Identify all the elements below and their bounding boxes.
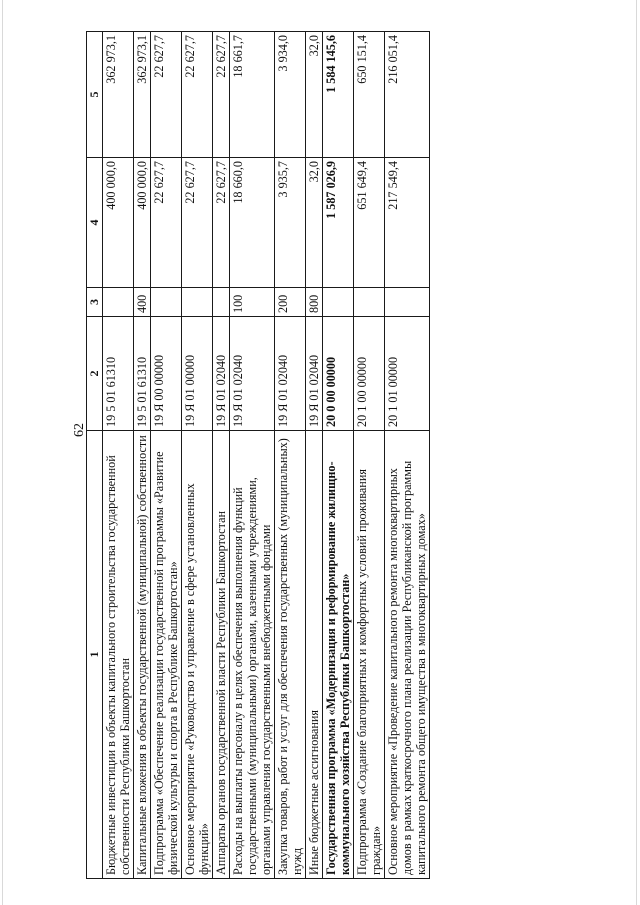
row-code-cell: 20 0 00 00000 xyxy=(323,317,354,431)
row-name-cell: Основное мероприятие «Проведение капитального ремонта многоквартирных домов в рамках краткосрочного плана реализации Республиканской программы капитального ремонта общего имущества в многоквартирных домах» xyxy=(385,431,430,879)
row-expense-type-cell xyxy=(323,288,354,317)
table-row xyxy=(323,32,354,879)
row-code-cell: 19 Я 01 02040 xyxy=(230,317,275,431)
table-row xyxy=(151,32,182,879)
table-row xyxy=(354,32,385,879)
row-expense-type-cell: 800 xyxy=(306,288,323,317)
row-amount-plan-cell: 22 627,7 xyxy=(182,158,213,288)
table-body xyxy=(103,32,430,879)
row-amount-actual-cell: 22 627,7 xyxy=(151,32,182,158)
row-amount-actual-cell: 362 973,1 xyxy=(134,32,151,158)
row-code-cell: 19 5 01 61310 xyxy=(134,317,151,431)
header-cell-5: 5 xyxy=(87,32,103,158)
row-amount-actual-cell: 216 051,4 xyxy=(385,32,430,158)
header-cell-1: 1 xyxy=(87,431,103,879)
row-amount-actual-cell: 3 934,0 xyxy=(275,32,306,158)
row-code-cell: 19 5 01 61310 xyxy=(103,317,134,431)
row-expense-type-cell xyxy=(103,288,134,317)
row-expense-type-cell: 200 xyxy=(275,288,306,317)
table-row xyxy=(182,32,213,879)
table-row xyxy=(230,32,275,879)
row-name-cell: Закупка товаров, работ и услуг для обеспечения государственных (муниципальных) нужд xyxy=(275,431,306,879)
budget-table xyxy=(86,31,430,879)
row-amount-plan-cell: 651 649,4 xyxy=(354,158,385,288)
row-code-cell: 19 Я 00 00000 xyxy=(151,317,182,431)
row-amount-actual-cell: 362 973,1 xyxy=(103,32,134,158)
row-amount-actual-cell: 650 151,4 xyxy=(354,32,385,158)
row-name-cell: Государственная программа «Модернизация и реформирование жилищно-коммунального хозяйства Республики Башкортостан» xyxy=(323,431,354,879)
row-amount-plan-cell: 400 000,0 xyxy=(134,158,151,288)
row-amount-actual-cell: 22 627,7 xyxy=(213,32,230,158)
table-row xyxy=(103,32,134,879)
table-row xyxy=(306,32,323,879)
row-amount-actual-cell: 22 627,7 xyxy=(182,32,213,158)
row-name-cell: Основное мероприятие «Руководство и управление в сфере установленных функций» xyxy=(182,431,213,879)
row-code-cell: 20 1 01 00000 xyxy=(385,317,430,431)
row-amount-plan-cell: 32,0 xyxy=(306,158,323,288)
scan-edge-right xyxy=(636,0,637,905)
row-name-cell: Расходы на выплаты персоналу в целях обеспечения выполнения функций государственными (муниципальными) органами, казенными учреждениями, органами управления государственными внебюджетными фондами xyxy=(230,431,275,879)
row-name-cell: Бюджетные инвестиции в объекты капитального строительства государственной собственности Республики Башкортостан xyxy=(103,431,134,879)
row-code-cell: 19 Я 01 02040 xyxy=(275,317,306,431)
header-cell-3: 3 xyxy=(87,288,103,317)
row-expense-type-cell xyxy=(354,288,385,317)
row-expense-type-cell: 100 xyxy=(230,288,275,317)
header-cell-4: 4 xyxy=(87,158,103,288)
row-expense-type-cell xyxy=(213,288,230,317)
row-expense-type-cell xyxy=(385,288,430,317)
row-amount-plan-cell: 1 587 026,9 xyxy=(323,158,354,288)
row-code-cell: 20 1 00 00000 xyxy=(354,317,385,431)
row-name-cell: Капитальные вложения в объекты государственной (муниципальной) собственности xyxy=(134,431,151,879)
scan-edge-left xyxy=(2,0,3,905)
row-amount-plan-cell: 22 627,7 xyxy=(213,158,230,288)
header-cell-2: 2 xyxy=(87,317,103,431)
row-amount-plan-cell: 217 549,4 xyxy=(385,158,430,288)
rotated-table-container xyxy=(86,32,522,879)
table-row xyxy=(385,32,430,879)
row-amount-plan-cell: 400 000,0 xyxy=(103,158,134,288)
row-name-cell: Иные бюджетные ассигнования xyxy=(306,431,323,879)
table-row xyxy=(213,32,230,879)
row-amount-actual-cell: 1 584 145,6 xyxy=(323,32,354,158)
page-number: 62 xyxy=(72,423,87,437)
row-code-cell: 19 Я 01 00000 xyxy=(182,317,213,431)
row-amount-plan-cell: 22 627,7 xyxy=(151,158,182,288)
header-row xyxy=(87,32,103,879)
table-row xyxy=(134,32,151,879)
row-expense-type-cell xyxy=(151,288,182,317)
row-amount-plan-cell: 18 660,0 xyxy=(230,158,275,288)
table-row xyxy=(275,32,306,879)
row-amount-actual-cell: 18 661,7 xyxy=(230,32,275,158)
row-code-cell: 19 Я 01 02040 xyxy=(306,317,323,431)
row-name-cell: Подпрограмма «Обеспечение реализации государственной программы «Развитие физической культуры и спорта в Республике Башкортостан» xyxy=(151,431,182,879)
row-expense-type-cell: 400 xyxy=(134,288,151,317)
row-name-cell: Аппараты органов государственной власти Республики Башкортостан xyxy=(213,431,230,879)
row-expense-type-cell xyxy=(182,288,213,317)
row-name-cell: Подпрограмма «Создание благоприятных и комфортных условий проживания граждан» xyxy=(354,431,385,879)
row-code-cell: 19 Я 01 02040 xyxy=(213,317,230,431)
row-amount-plan-cell: 3 935,7 xyxy=(275,158,306,288)
row-amount-actual-cell: 32,0 xyxy=(306,32,323,158)
